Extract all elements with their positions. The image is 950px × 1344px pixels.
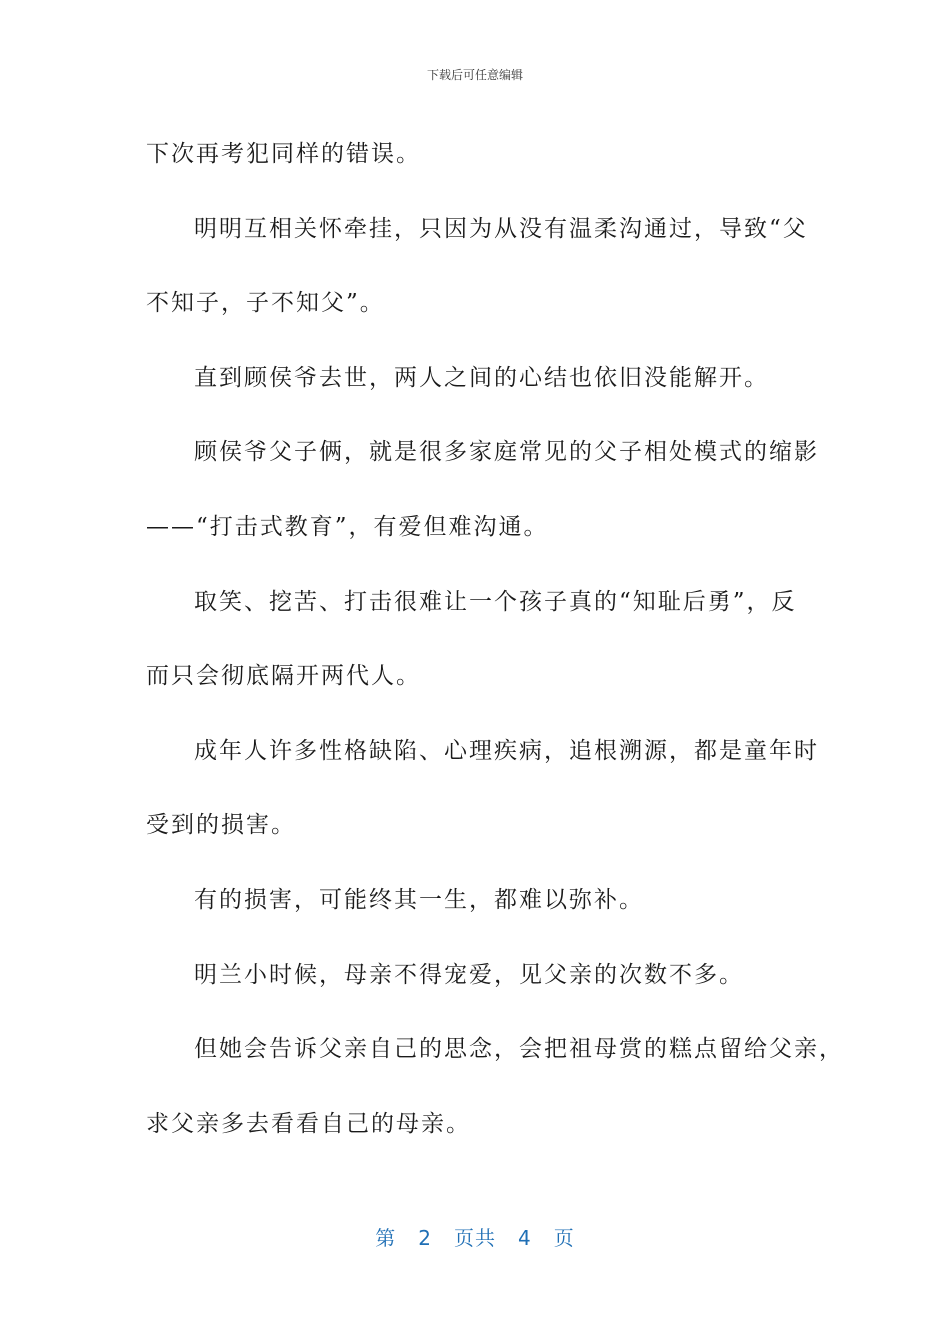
footer-suffix: 页 xyxy=(553,1226,575,1250)
paragraph-start-line: 但她会告诉父亲自己的思念，会把祖母赏的糕点留给父亲， xyxy=(194,1036,844,1063)
text-line: 下次再考犯同样的错误。 xyxy=(146,141,421,167)
text-line: 求父亲多去看看自己的母亲。 xyxy=(146,1110,471,1137)
body-text xyxy=(146,117,844,1161)
text-line: 受到的损害。 xyxy=(146,812,296,839)
text-line: 而只会彻底隔开两代人。 xyxy=(146,663,421,690)
paragraph-start-line: 明明互相关怀牵挂，只因为从没有温柔沟通过，导致“父 xyxy=(194,215,808,242)
paragraph-start-line: 明兰小时候，母亲不得宠爱，见父亲的次数不多。 xyxy=(194,961,744,988)
paragraph-start-line: 直到顾侯爷去世，两人之间的心结也依旧没能解开。 xyxy=(194,364,769,391)
header-note: 下载后可任意编辑 xyxy=(426,68,523,82)
footer-prefix: 第 xyxy=(375,1226,397,1250)
footer-middle: 页共 xyxy=(454,1226,496,1250)
page-footer xyxy=(0,1222,950,1251)
paragraph-start-line: 顾侯爷父子俩，就是很多家庭常见的父子相处模式的缩影 xyxy=(194,439,819,466)
current-page-number: 2 xyxy=(418,1226,432,1250)
paragraph-start-line: 成年人许多性格缺陷、心理疾病，追根溯源，都是童年时 xyxy=(194,737,819,764)
paragraph-start-line: 有的损害，可能终其一生，都难以弥补。 xyxy=(194,886,644,913)
paragraph-start-line: 取笑、挖苦、打击很难让一个孩子真的“知耻后勇”，反 xyxy=(194,588,797,615)
text-line: ——“打击式教育”，有爱但难沟通。 xyxy=(146,513,549,540)
total-pages-number: 4 xyxy=(518,1226,532,1250)
text-line: 不知子，子不知父”。 xyxy=(146,290,385,317)
